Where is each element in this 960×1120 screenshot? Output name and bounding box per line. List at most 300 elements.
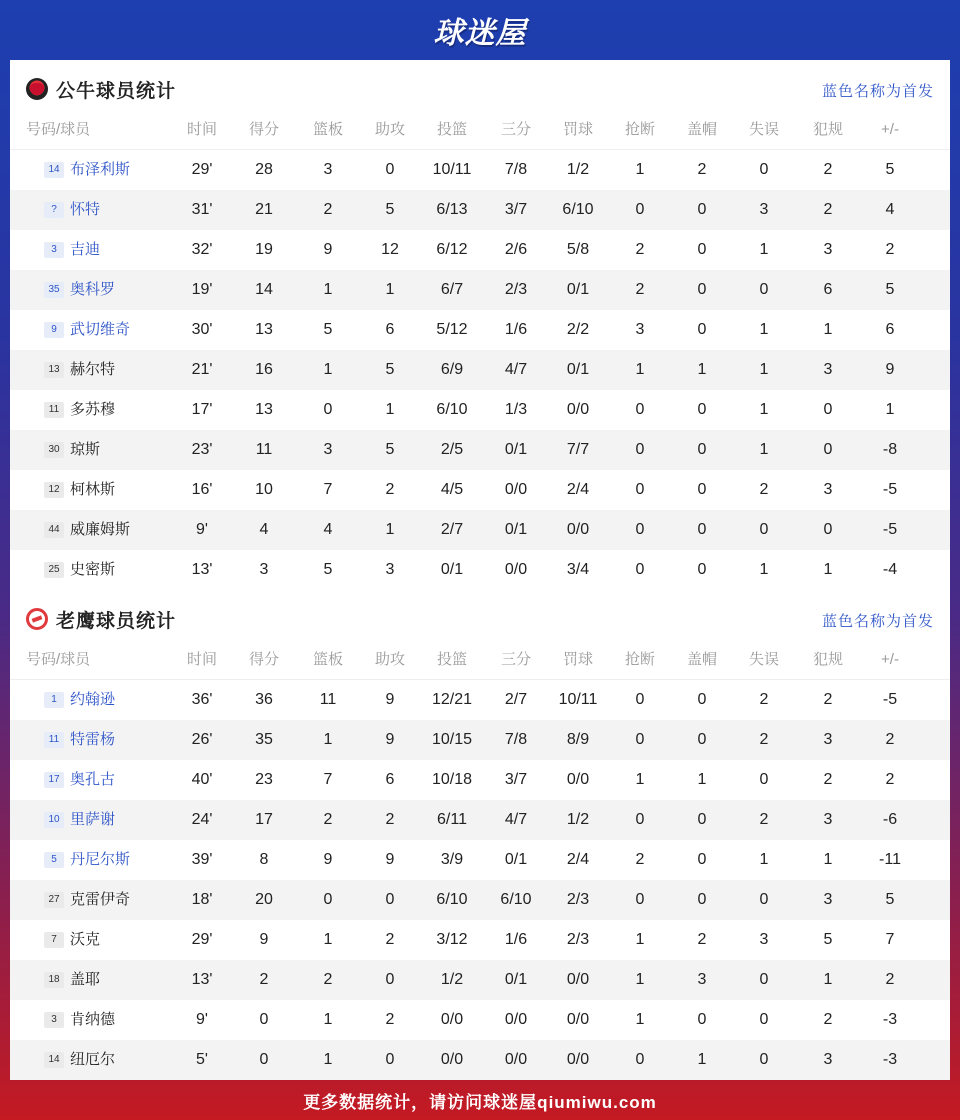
stat-cell: 2	[885, 771, 895, 788]
jersey-number-badge: 7	[44, 932, 64, 948]
stat-cell: 32'	[191, 241, 213, 258]
stat-cell: 12/21	[431, 691, 473, 708]
stat-cell: 0/1	[440, 561, 464, 578]
stat-cell: 0	[759, 971, 769, 988]
player-name[interactable]: 肯纳德	[70, 1011, 116, 1028]
hawks-logo-icon	[26, 608, 48, 630]
stat-cell: 5	[885, 161, 895, 178]
stat-cell: 0	[385, 1051, 395, 1068]
stat-cell: 0/0	[504, 1011, 528, 1028]
stat-cell: 5	[885, 891, 895, 908]
player-row[interactable]	[10, 150, 950, 190]
stat-cell: 13'	[191, 561, 213, 578]
stat-cell: 0/1	[566, 361, 590, 378]
stat-cell: 1/6	[504, 931, 528, 948]
column-header[interactable]: 投篮	[436, 651, 467, 668]
player-row[interactable]	[10, 310, 950, 350]
stat-cell: 0	[697, 481, 707, 498]
column-header[interactable]: 失误	[748, 121, 779, 138]
stat-cell: 7	[323, 481, 333, 498]
column-header[interactable]: 时间	[186, 651, 217, 668]
player-row[interactable]	[10, 470, 950, 510]
stat-cell: 1/2	[566, 811, 590, 828]
stat-cell: 1	[635, 771, 645, 788]
stat-cell: 1	[635, 161, 645, 178]
stat-cell: 6/9	[440, 361, 464, 378]
stat-cell: 3	[823, 481, 833, 498]
stat-cell: 0	[697, 201, 707, 218]
stat-cell: -5	[882, 691, 898, 708]
stat-cell: 39'	[191, 851, 213, 868]
stat-cell: 16	[255, 361, 273, 378]
stat-cell: 0	[635, 811, 645, 828]
player-name[interactable]: 史密斯	[70, 561, 116, 578]
player-row[interactable]	[10, 350, 950, 390]
stat-cell: 31'	[191, 201, 213, 218]
player-name[interactable]: 多苏穆	[70, 401, 116, 418]
stat-cell: 36'	[191, 691, 213, 708]
stat-cell: 2	[823, 161, 833, 178]
column-header-row	[10, 110, 950, 150]
player-row[interactable]	[10, 760, 950, 800]
column-header[interactable]: 抢断	[624, 651, 655, 668]
stat-cell: 1	[885, 401, 895, 418]
stat-cell: 2	[635, 281, 645, 298]
team-title: 公牛球员统计	[56, 81, 177, 102]
jersey-number-badge: 14	[44, 1052, 64, 1068]
stat-cell: 2	[759, 811, 769, 828]
stat-cell: 4/5	[440, 481, 464, 498]
stat-cell: 0	[759, 891, 769, 908]
stat-cell: 3/9	[440, 851, 464, 868]
stat-cell: 2	[323, 811, 333, 828]
stat-cell: 9'	[196, 1011, 208, 1028]
stat-cell: 5	[885, 281, 895, 298]
stat-cell: 9	[323, 851, 333, 868]
stat-cell: 1	[759, 361, 769, 378]
stat-cell: 3	[323, 161, 333, 178]
stat-cell: 9	[323, 241, 333, 258]
stat-cell: 4/7	[504, 361, 528, 378]
stat-cell: 5	[323, 561, 333, 578]
stat-cell: 3/7	[504, 201, 528, 218]
stat-cell: 0	[697, 691, 707, 708]
stat-cell: 1/2	[440, 971, 464, 988]
stat-cell: 10/11	[432, 161, 472, 178]
jersey-number-badge: 11	[44, 402, 64, 418]
stat-cell: 1	[385, 401, 395, 418]
stat-cell: 24'	[191, 811, 213, 828]
column-header-row	[10, 640, 950, 680]
column-header[interactable]: 盖帽	[686, 121, 717, 138]
stat-cell: 1	[697, 1051, 707, 1068]
stat-cell: 0	[759, 161, 769, 178]
jersey-number-badge: 1	[44, 692, 64, 708]
stat-cell: 17'	[191, 401, 213, 418]
jersey-number-badge: 11	[44, 732, 64, 748]
stat-cell: 5'	[196, 1051, 208, 1068]
player-name-starter-link[interactable]: 吉迪	[70, 241, 101, 258]
stat-cell: 0	[385, 891, 395, 908]
stat-cell: 3	[823, 361, 833, 378]
column-header-player[interactable]: 号码/球员	[26, 121, 91, 138]
column-header[interactable]: 犯规	[812, 651, 843, 668]
stat-cell: 0	[697, 441, 707, 458]
stat-cell: 20	[255, 891, 273, 908]
stat-cell: 10/15	[431, 731, 473, 748]
stat-cell: 11	[255, 441, 273, 458]
player-row[interactable]	[10, 430, 950, 470]
stat-cell: 0/0	[504, 561, 528, 578]
stat-cell: 0	[697, 521, 707, 538]
stat-cell: 3	[635, 321, 645, 338]
player-name-starter-link[interactable]: 奥科罗	[70, 281, 116, 298]
stat-cell: 5	[385, 201, 395, 218]
column-header[interactable]: 得分	[248, 651, 279, 668]
stat-cell: 29'	[191, 161, 213, 178]
stat-cell: 7/8	[504, 731, 528, 748]
stat-cell: 10/18	[431, 771, 473, 788]
stat-cell: 2	[697, 931, 707, 948]
stat-cell: 3	[823, 241, 833, 258]
column-header[interactable]: 抢断	[624, 121, 655, 138]
player-row[interactable]	[10, 230, 950, 270]
stat-cell: 1	[823, 561, 833, 578]
stat-cell: 2/5	[440, 441, 464, 458]
player-name-starter-link[interactable]: 怀特	[70, 201, 101, 218]
starter-legend-note: 蓝色名称为首发	[821, 613, 934, 630]
footer-text: 更多数据统计，请访问球迷屋qiumiwu.com	[303, 1092, 657, 1112]
stat-cell: 6/10	[436, 401, 468, 418]
player-name-starter-link[interactable]: 武切维奇	[70, 321, 131, 338]
stat-cell: 2	[759, 691, 769, 708]
stat-cell: 3/4	[566, 561, 590, 578]
stat-cell: 2	[635, 241, 645, 258]
player-row[interactable]	[10, 720, 950, 760]
stat-cell: 13	[255, 321, 273, 338]
stat-cell: 21'	[191, 361, 213, 378]
stat-cell: 0	[697, 1011, 707, 1028]
stat-cell: 5	[823, 931, 833, 948]
stat-cell: 1	[385, 521, 395, 538]
stat-cell: 3	[823, 811, 833, 828]
player-row[interactable]	[10, 270, 950, 310]
column-header[interactable]: 投篮	[436, 121, 467, 138]
stat-cell: 0	[823, 441, 833, 458]
stat-cell: 0/1	[504, 851, 528, 868]
stat-cell: 1	[323, 731, 333, 748]
stat-cell: 3	[823, 891, 833, 908]
stat-cell: 6/7	[440, 281, 464, 298]
bulls-logo-icon	[26, 78, 48, 100]
stat-cell: -5	[882, 481, 898, 498]
stat-cell: 3	[697, 971, 707, 988]
player-name-starter-link[interactable]: 奥孔古	[70, 771, 116, 788]
stat-cell: 2	[385, 931, 395, 948]
stat-cell: 26'	[191, 731, 213, 748]
jersey-number-badge: 18	[44, 972, 64, 988]
player-row[interactable]	[10, 880, 950, 920]
stat-cell: 0	[635, 521, 645, 538]
site-logo: 球迷屋	[433, 17, 527, 50]
stat-cell: 0	[697, 241, 707, 258]
column-header[interactable]: 得分	[248, 121, 279, 138]
stat-cell: 1	[759, 851, 769, 868]
stat-cell: 2/3	[566, 891, 590, 908]
jersey-number-badge: 25	[44, 562, 64, 578]
stat-cell: 0	[635, 441, 645, 458]
stat-cell: 7/7	[566, 441, 590, 458]
stat-cell: 9	[385, 851, 395, 868]
jersey-number-badge: 12	[44, 482, 64, 498]
column-header[interactable]: 盖帽	[686, 651, 717, 668]
player-name[interactable]: 纽厄尔	[70, 1051, 116, 1068]
player-name-starter-link[interactable]: 丹尼尔斯	[70, 851, 131, 868]
stat-cell: 2	[323, 201, 333, 218]
player-row[interactable]	[10, 800, 950, 840]
stat-cell: 0	[697, 891, 707, 908]
stat-cell: 3	[323, 441, 333, 458]
stat-cell: 10	[255, 481, 273, 498]
stat-cell: 2	[323, 971, 333, 988]
stat-cell: 6/13	[436, 201, 468, 218]
player-name[interactable]: 柯林斯	[70, 481, 116, 498]
stat-cell: 2/7	[504, 691, 528, 708]
stat-cell: 35	[255, 731, 273, 748]
stat-cell: 9	[259, 931, 269, 948]
stat-cell: 0/1	[566, 281, 590, 298]
stat-cell: 0	[697, 561, 707, 578]
player-row[interactable]	[10, 1040, 950, 1080]
stat-cell: 3	[823, 731, 833, 748]
stat-cell: 6/10	[436, 891, 468, 908]
column-header[interactable]: 篮板	[312, 651, 343, 668]
stat-cell: 2	[885, 731, 895, 748]
starter-legend-note: 蓝色名称为首发	[821, 83, 934, 100]
stat-cell: 2/4	[566, 851, 590, 868]
stat-cell: 1	[759, 321, 769, 338]
column-header[interactable]: 助攻	[374, 121, 405, 138]
stat-cell: 0/1	[504, 971, 528, 988]
column-header[interactable]: 三分	[500, 121, 531, 138]
player-name-starter-link[interactable]: 布泽利斯	[70, 161, 131, 178]
stat-cell: 5/8	[566, 241, 590, 258]
stat-cell: 14	[255, 281, 273, 298]
stat-cell: 2	[759, 481, 769, 498]
stat-cell: 1	[759, 401, 769, 418]
stat-cell: 0	[697, 731, 707, 748]
stat-cell: 1	[635, 361, 645, 378]
jersey-number-badge: 44	[44, 522, 64, 538]
stat-cell: 2	[823, 1011, 833, 1028]
stat-cell: 40'	[191, 771, 213, 788]
jersey-number-badge: 5	[44, 852, 64, 868]
stat-cell: 2/7	[440, 521, 464, 538]
stat-cell: 2/2	[566, 321, 590, 338]
stat-cell: 0	[635, 201, 645, 218]
jersey-number-badge: 27	[44, 892, 64, 908]
column-header[interactable]: 犯规	[812, 121, 843, 138]
stat-cell: 12	[381, 241, 399, 258]
stat-cell: 0	[697, 401, 707, 418]
player-name[interactable]: 沃克	[70, 931, 101, 948]
team-title: 老鹰球员统计	[56, 611, 177, 632]
stat-cell: 0	[635, 1051, 645, 1068]
stat-cell: 0	[323, 401, 333, 418]
stat-cell: 0	[759, 521, 769, 538]
stat-cell: 19	[255, 241, 273, 258]
stat-cell: 1	[635, 931, 645, 948]
player-name-starter-link[interactable]: 特雷杨	[70, 731, 116, 748]
stat-cell: 2	[259, 971, 269, 988]
stat-cell: 2	[823, 771, 833, 788]
stat-cell: 19'	[191, 281, 213, 298]
player-row[interactable]	[10, 510, 950, 550]
stat-cell: 1/2	[566, 161, 590, 178]
stat-cell: -6	[882, 811, 898, 828]
stat-cell: 1	[759, 241, 769, 258]
stat-cell: 1	[635, 971, 645, 988]
stat-cell: 29'	[191, 931, 213, 948]
stat-cell: 1	[697, 361, 707, 378]
stat-cell: 2/6	[504, 241, 528, 258]
stat-cell: 16'	[191, 481, 213, 498]
stat-cell: 0/0	[566, 1011, 590, 1028]
stat-cell: 9	[385, 691, 395, 708]
stat-cell: 2	[759, 731, 769, 748]
column-header[interactable]: 篮板	[312, 121, 343, 138]
stat-cell: 1	[635, 1011, 645, 1028]
stat-cell: 36	[255, 691, 273, 708]
stat-cell: -8	[882, 441, 898, 458]
jersey-number-badge: 14	[44, 162, 64, 178]
player-row[interactable]	[10, 920, 950, 960]
column-header[interactable]: 失误	[748, 651, 779, 668]
player-row[interactable]	[10, 1000, 950, 1040]
stat-cell: 0	[697, 851, 707, 868]
jersey-number-badge: 13	[44, 362, 64, 378]
stat-cell: 0/0	[566, 1051, 590, 1068]
stat-cell: 0/0	[504, 1051, 528, 1068]
stat-cell: 1	[323, 1011, 333, 1028]
stat-cell: 0	[385, 971, 395, 988]
stat-cell: 8	[259, 851, 269, 868]
stat-cell: 2	[885, 971, 895, 988]
stat-cell: 7	[323, 771, 333, 788]
stat-cell: 0/0	[504, 481, 528, 498]
stat-cell: -3	[882, 1011, 898, 1028]
stat-cell: 0	[823, 521, 833, 538]
stat-cell: 2	[823, 201, 833, 218]
player-name[interactable]: 威廉姆斯	[70, 521, 131, 538]
stat-cell: 4	[323, 521, 333, 538]
column-header-player[interactable]: 号码/球员	[26, 651, 91, 668]
player-name-starter-link[interactable]: 里萨谢	[70, 811, 116, 828]
player-row[interactable]	[10, 550, 950, 590]
stat-cell: 3	[759, 201, 769, 218]
column-header[interactable]: +/-	[881, 651, 899, 668]
player-row[interactable]	[10, 680, 950, 720]
stat-cell: 0	[697, 281, 707, 298]
stat-cell: 2	[885, 241, 895, 258]
stat-cell: 0/1	[504, 441, 528, 458]
stat-cell: 23'	[191, 441, 213, 458]
stat-cell: 4	[259, 521, 269, 538]
stat-cell: 2	[385, 1011, 395, 1028]
stat-cell: 2/3	[504, 281, 528, 298]
stat-cell: -4	[882, 561, 898, 578]
stat-cell: 1	[823, 971, 833, 988]
player-row[interactable]	[10, 840, 950, 880]
stat-cell: 1	[697, 771, 707, 788]
stat-cell: 0	[635, 561, 645, 578]
stat-cell: 5	[323, 321, 333, 338]
stat-cell: 13'	[191, 971, 213, 988]
stat-cell: 1	[323, 1051, 333, 1068]
stat-cell: 9	[885, 361, 895, 378]
stat-cell: 5/12	[436, 321, 468, 338]
stat-cell: 0	[759, 1011, 769, 1028]
stat-cell: 1	[759, 441, 769, 458]
footer-banner[interactable]	[0, 1080, 960, 1120]
column-header[interactable]: 罚球	[562, 651, 593, 668]
column-header[interactable]: 三分	[500, 651, 531, 668]
stat-cell: 10/11	[558, 691, 598, 708]
stat-cell: 1/3	[504, 401, 528, 418]
player-row[interactable]	[10, 390, 950, 430]
stat-cell: 1	[759, 561, 769, 578]
player-name-starter-link[interactable]: 约翰逊	[70, 691, 116, 708]
stat-cell: 4/7	[504, 811, 528, 828]
stat-cell: 7	[885, 931, 895, 948]
stat-cell: 6	[385, 771, 395, 788]
player-name[interactable]: 赫尔特	[70, 361, 116, 378]
player-row[interactable]	[10, 960, 950, 1000]
stat-cell: 1/6	[504, 321, 528, 338]
column-header[interactable]: 助攻	[374, 651, 405, 668]
stat-cell: 21	[255, 201, 273, 218]
stat-cell: 9'	[196, 521, 208, 538]
stat-cell: -5	[882, 521, 898, 538]
stat-cell: 18'	[191, 891, 213, 908]
player-name[interactable]: 琼斯	[70, 441, 101, 458]
stat-cell: 6/10	[562, 201, 594, 218]
stat-cell: 6/11	[437, 811, 467, 828]
stat-cell: 2/3	[566, 931, 590, 948]
player-name[interactable]: 盖耶	[70, 971, 101, 988]
jersey-number-badge: 3	[44, 1012, 64, 1028]
jersey-number-badge: 3	[44, 242, 64, 258]
stat-cell: 3/12	[436, 931, 468, 948]
stat-cell: 7/8	[504, 161, 528, 178]
stat-cell: 6/10	[500, 891, 532, 908]
stat-cell: 2	[385, 811, 395, 828]
column-header[interactable]: 时间	[186, 121, 217, 138]
stat-cell: 28	[255, 161, 273, 178]
player-row[interactable]	[10, 190, 950, 230]
stat-cell: 1	[823, 321, 833, 338]
stat-cell: 0/0	[440, 1011, 464, 1028]
column-header[interactable]: 罚球	[562, 121, 593, 138]
stat-cell: 23	[255, 771, 273, 788]
stat-cell: 0/0	[566, 771, 590, 788]
stat-cell: 1	[823, 851, 833, 868]
stat-cell: 0	[635, 401, 645, 418]
player-name[interactable]: 克雷伊奇	[70, 891, 131, 908]
stat-cell: 0	[759, 281, 769, 298]
column-header[interactable]: +/-	[881, 121, 899, 138]
stat-cell: 0	[323, 891, 333, 908]
